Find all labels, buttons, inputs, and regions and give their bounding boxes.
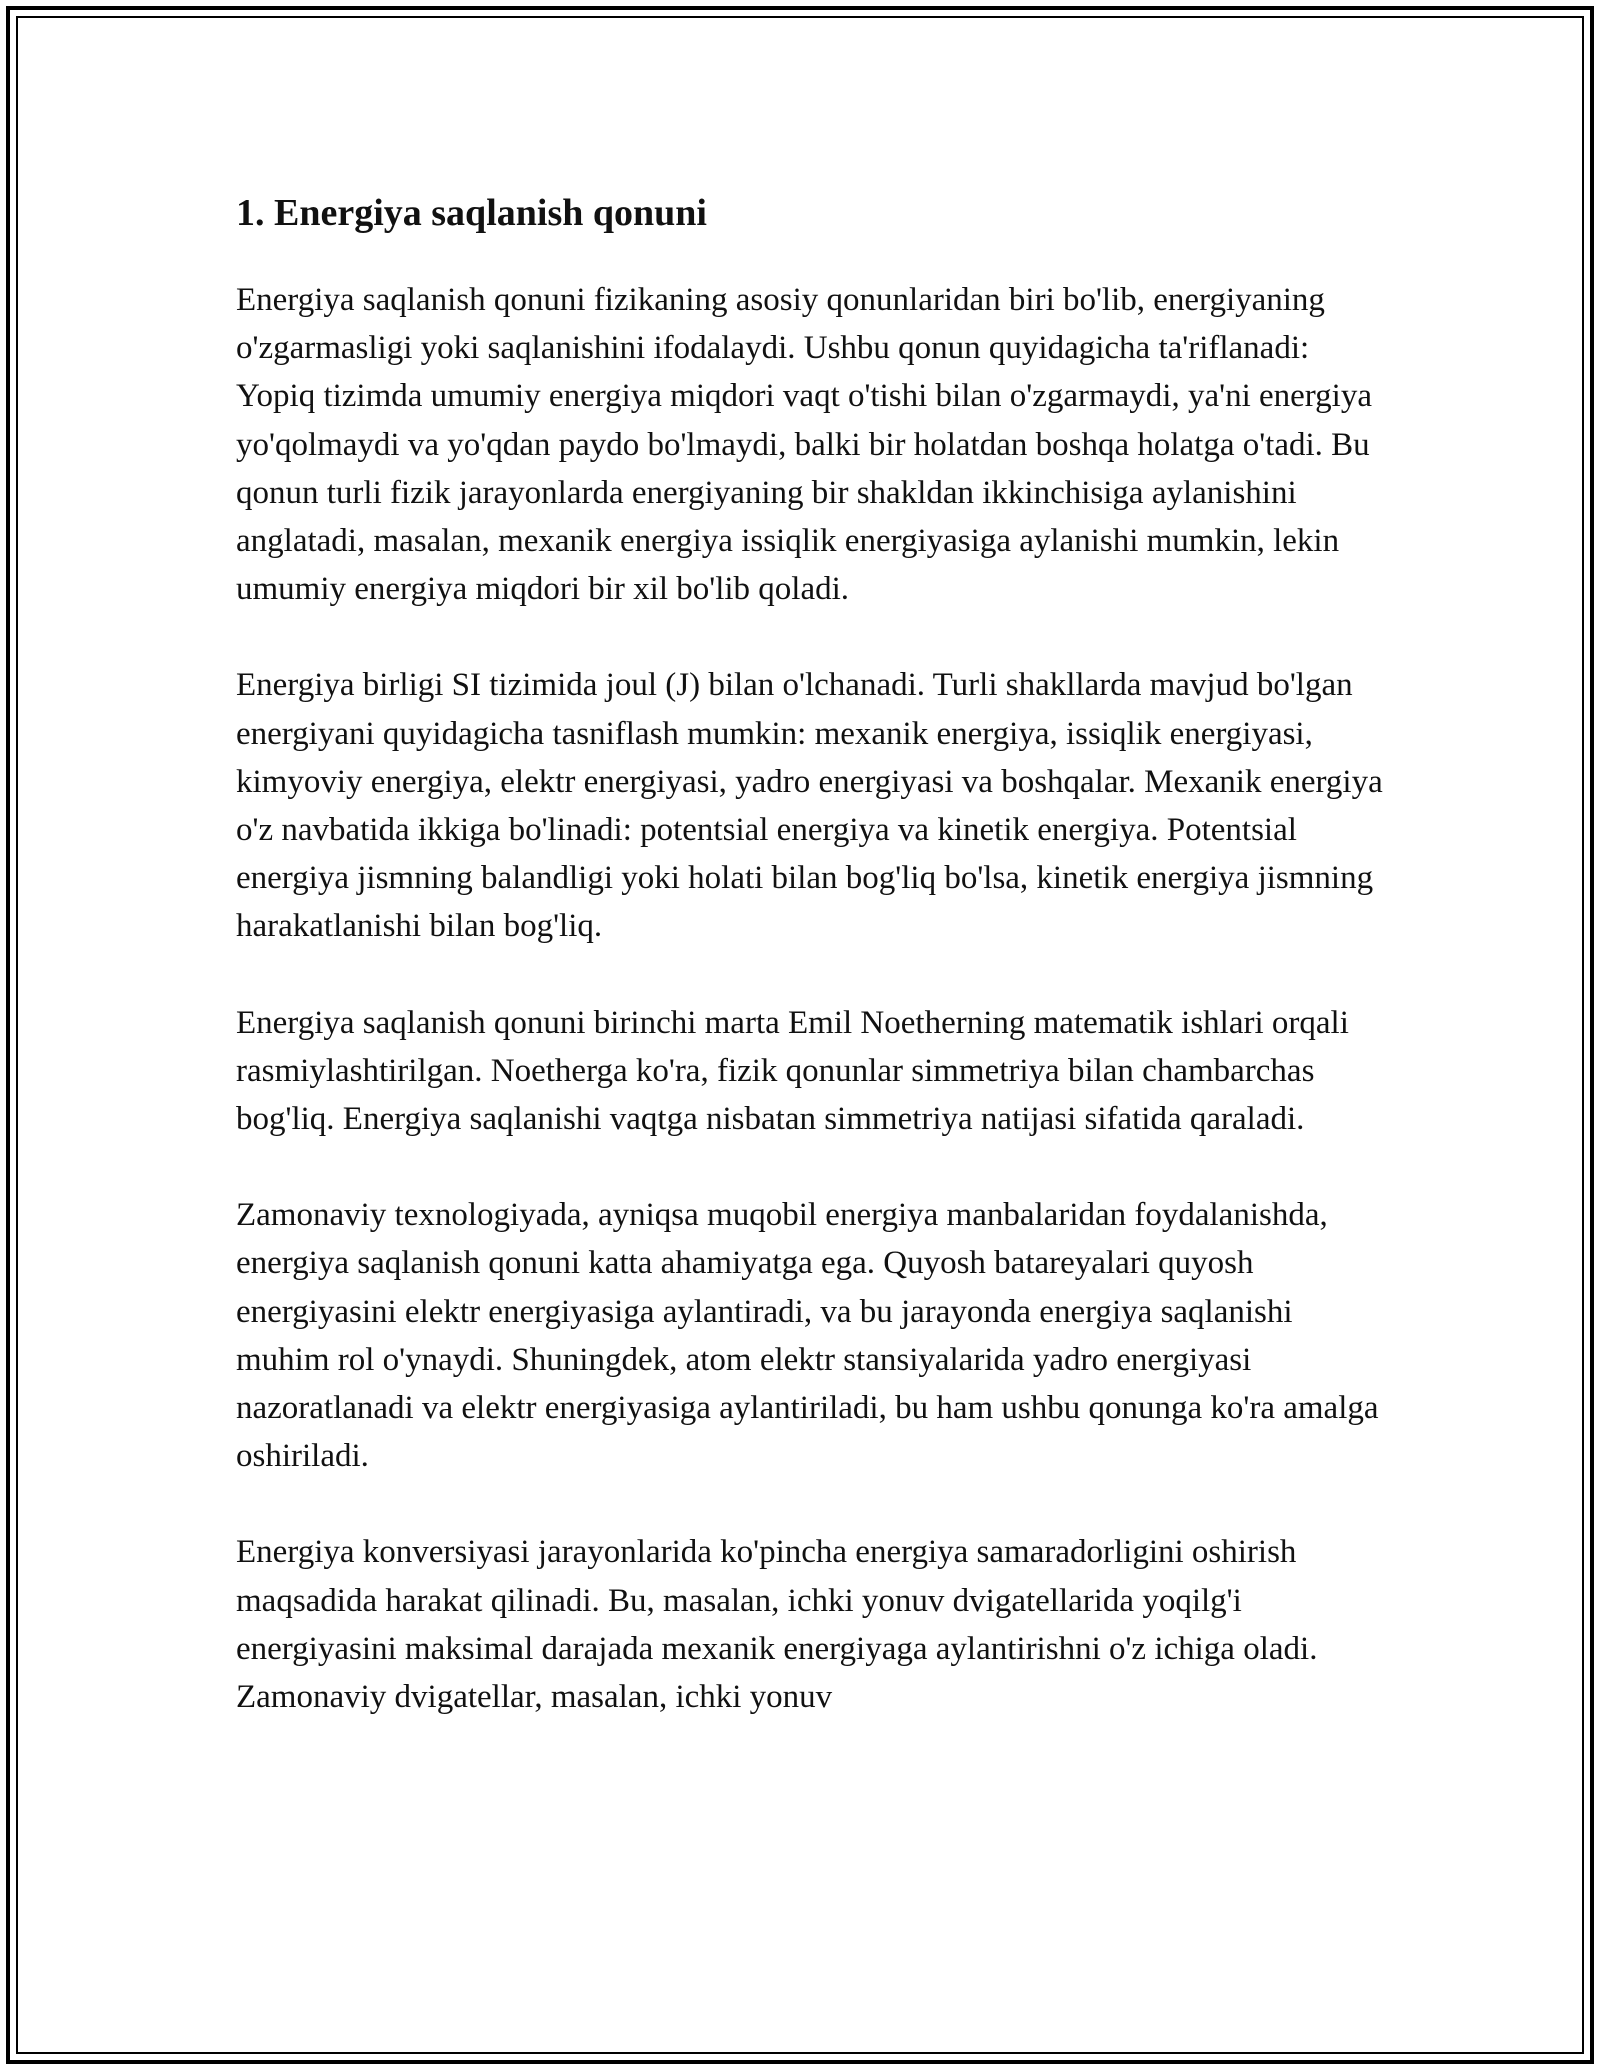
paragraph-1: Energiya saqlanish qonuni fizikaning asosiy qonunlaridan biri bo'lib, energiyaning o'zgarmasligi yoki saqlanishini ifodalaydi. Ushbu qonun quyidagicha ta'riflanadi: Yopiq tizimda umumiy energiya miqdori vaqt o'tishi bilan o'zgarmaydi, ya'ni energiya yo'qolmaydi va yo'qdan paydo bo'lmaydi, balki bir holatdan boshqa holatga o'tadi. Bu qonun turli fizik jarayonlarda energiyaning bir shakldan ikkinchisiga aylanishini anglatadi, masalan, mexanik energiya issiqlik energiyasiga aylanishi mumkin, lekin umumiy energiya miqdori bir xil bo'lib qoladi.	[236, 282, 1372, 608]
paragraph-4: Zamonaviy texnologiyada, ayniqsa muqobil energiya manbalaridan foydalanishda, energiya saqlanish qonuni katta ahamiyatga ega. Quyosh batareyalari quyosh energiyasini elektr energiyasiga aylantiradi, va bu jarayonda energiya saqlanishi muhim rol o'ynaydi. Shuningdek, atom elektr stansiyalarida yadro energiyasi nazoratlanadi va elektr energiyasiga aylantiriladi, bu ham ushbu qonunga ko'ra amalga oshiriladi.	[236, 1197, 1379, 1475]
section-heading: 1. Energiya saqlanish qonuni	[236, 192, 707, 234]
paragraph-3: Energiya saqlanish qonuni birinchi marta Emil Noetherning matematik ishlari orqali rasmiylashtirilgan. Noetherga ko'ra, fizik qonunlar simmetriya bilan chambarchas bog'liq. Energiya saqlanishi vaqtga nisbatan simmetriya natijasi sifatida qaraladi.	[236, 1004, 1349, 1138]
document-body	[236, 184, 1386, 1769]
paragraph-2: Energiya birligi SI tizimida joul (J) bilan o'lchanadi. Turli shakllarda mavjud bo'lgan energiyani quyidagicha tasniflash mumkin: mexanik energiya, issiqlik energiyasi, kimyoviy energiya, elektr energiyasi, yadro energiyasi va boshqalar. Mexanik energiya o'z navbatida ikkiga bo'linadi: potentsial energiya va kinetik energiya. Potentsial energiya jismning balandligi yoki holati bilan bog'liq bo'lsa, kinetik energiya jismning harakatlanishi bilan bog'liq.	[236, 667, 1383, 945]
paragraph-5: Energiya konversiyasi jarayonlarida ko'pincha energiya samaradorligini oshirish maqsadida harakat qilinadi. Bu, masalan, ichki yonuv dvigatellarida yoqilg'i energiyasini maksimal darajada mexanik energiyaga aylantirishni o'z ichiga oladi. Zamonaviy dvigatellar, masalan, ichki yonuv	[236, 1534, 1318, 1716]
